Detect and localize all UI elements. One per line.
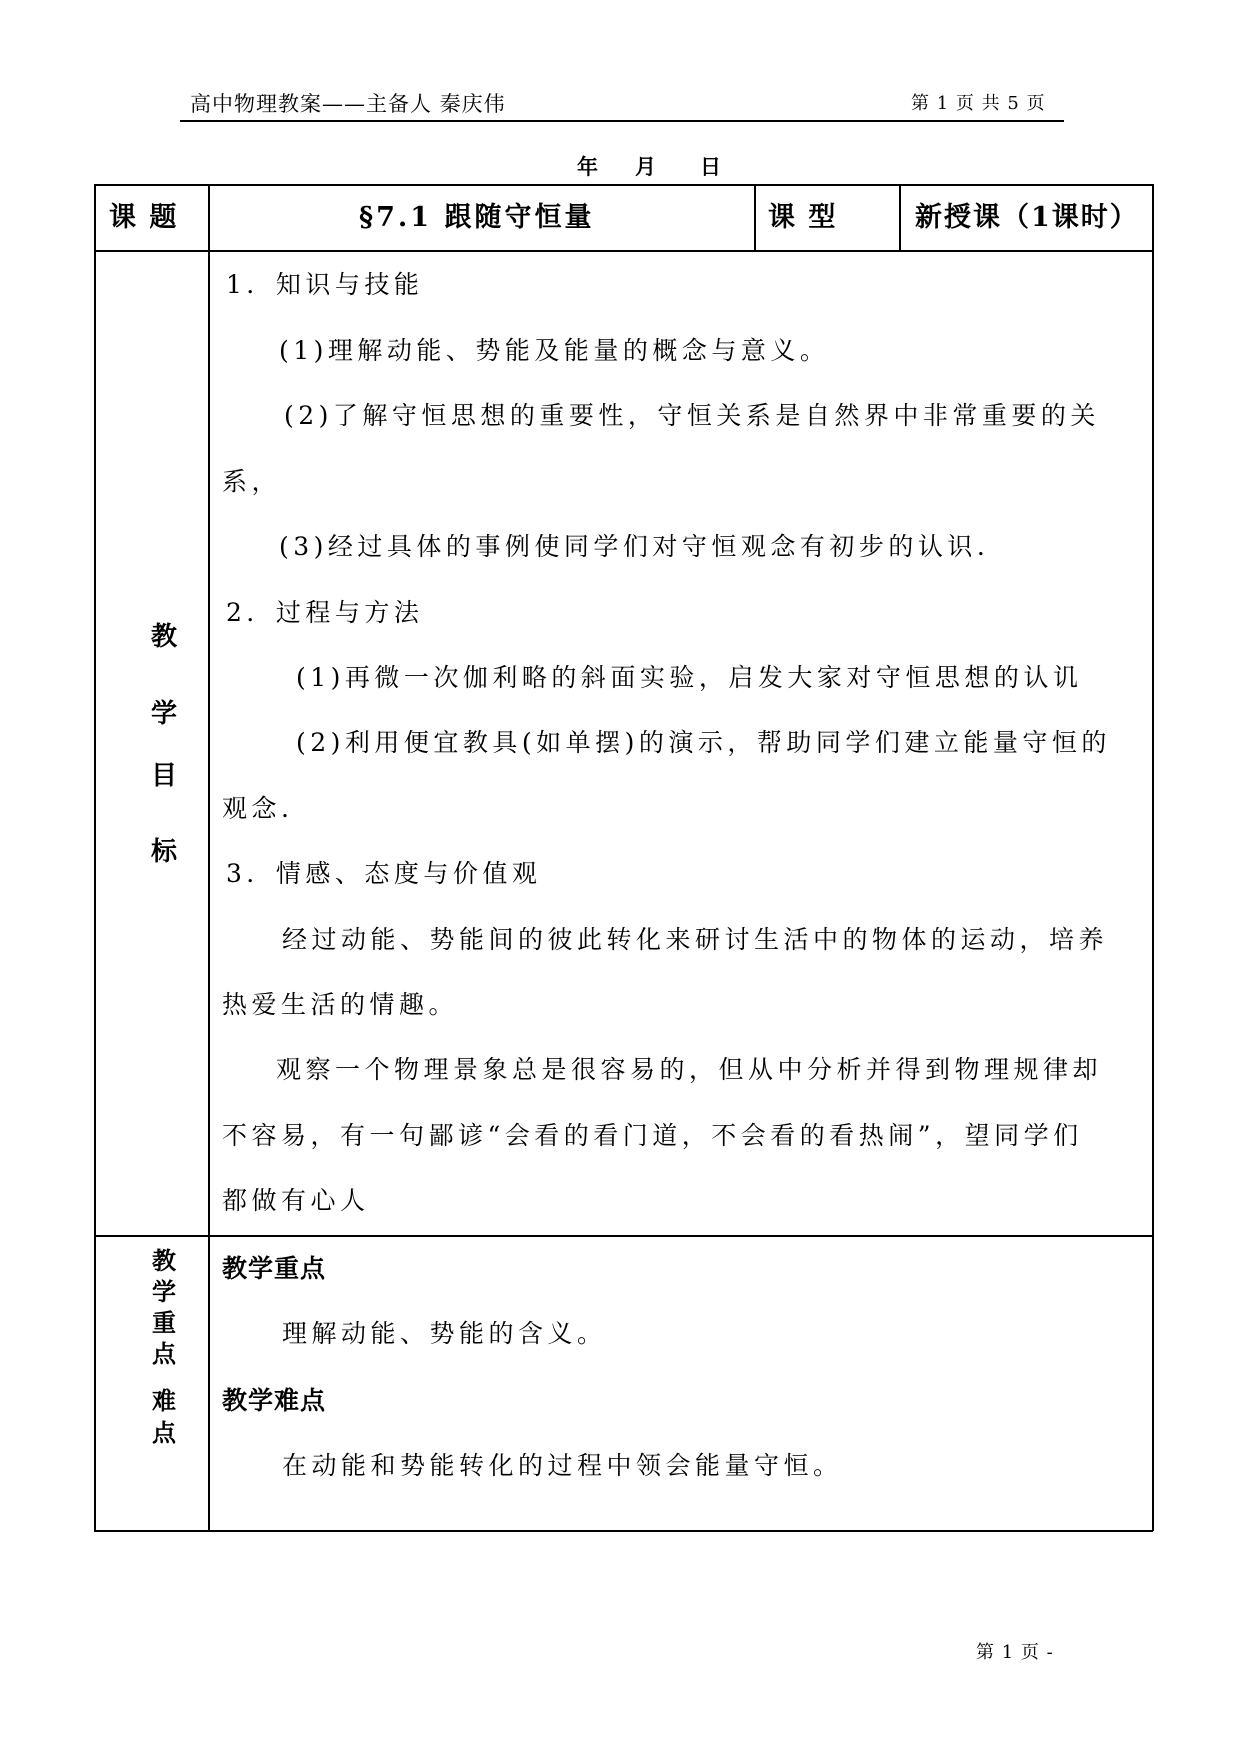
table-column-divider: [754, 184, 756, 250]
difficult-point-heading: 教学难点: [222, 1386, 327, 1415]
key-point-heading: 教学重点: [222, 1254, 327, 1283]
objective-line: 不容易，有一句鄙谚“会看的看门道，不会看的看热闹”，望同学们: [222, 1121, 1083, 1150]
difficult-point-text: 在动能和势能转化的过程中领会能量守恒。: [282, 1451, 843, 1480]
objective-line: (1)再微一次伽利略的斜面实验，启发大家对守恒思想的认讥: [296, 663, 1083, 692]
objective-heading-attitude: 3．情感、态度与价值观: [226, 859, 542, 888]
table-column-divider: [208, 184, 210, 1531]
objective-line: 都做有心人: [222, 1186, 370, 1215]
footer-page-number: 第 1 页 -: [976, 1642, 1054, 1663]
objective-heading-process: 2．过程与方法: [226, 598, 424, 627]
lesson-topic: §7.1 跟随守恒量: [359, 202, 595, 233]
objective-line: 观察一个物理景象总是很容易的，但从中分析并得到物理规律却: [276, 1055, 1103, 1084]
objective-line: (2)利用便宜教具(如单摆)的演示，帮助同学们建立能量守恒的: [296, 728, 1111, 757]
key-points-label-char: 学: [152, 1277, 176, 1306]
table-border-bottom: [94, 1530, 1153, 1532]
key-points-label-char: 教: [152, 1246, 176, 1275]
objective-line: 经过动能、势能间的彼此转化来研讨生活中的物体的运动，培养: [282, 925, 1109, 954]
objective-line: 观念.: [222, 794, 294, 823]
objectives-label-char: 教: [150, 622, 177, 652]
table-column-divider: [899, 184, 901, 250]
table-row-divider: [94, 1235, 1153, 1237]
objectives-label-char: 目: [150, 761, 177, 791]
lesson-type: 新授课（1课时）: [915, 202, 1139, 233]
objective-line: (2)了解守恒思想的重要性，守恒关系是自然界中非常重要的关: [284, 401, 1100, 430]
date-month: 月: [635, 154, 656, 179]
key-points-label-char: 点: [152, 1418, 176, 1447]
date-day: 日: [700, 154, 721, 179]
objective-line: (3)经过具体的事例使同学们对守恒观念有初步的认识.: [279, 532, 990, 561]
table-border-right: [1152, 184, 1154, 1531]
date-year: 年: [577, 154, 598, 179]
header-page-info: 第 1 页 共 5 页: [911, 93, 1046, 114]
objectives-label-char: 标: [150, 837, 177, 867]
topic-label: 课 题: [109, 202, 179, 233]
key-points-label-char: 点: [152, 1339, 176, 1368]
objective-heading-knowledge: 1．知识与技能: [226, 270, 424, 299]
table-border-top: [94, 184, 1153, 186]
type-label: 课 型: [768, 202, 838, 233]
objective-line: 系，: [222, 467, 282, 496]
objectives-label-char: 学: [150, 699, 177, 729]
objective-line: 热爱生活的情趣。: [222, 990, 459, 1019]
header-title: 高中物理教案——主备人 秦庆伟: [190, 92, 506, 116]
key-points-label-char: 重: [152, 1308, 176, 1337]
header-underline: [180, 120, 1064, 122]
key-points-label-char: 难: [152, 1386, 176, 1415]
table-border-left: [94, 184, 96, 1531]
objective-line: (1)理解动能、势能及能量的概念与意义。: [279, 336, 830, 365]
table-row-divider: [94, 250, 1153, 252]
key-point-text: 理解动能、势能的含义。: [282, 1319, 607, 1348]
